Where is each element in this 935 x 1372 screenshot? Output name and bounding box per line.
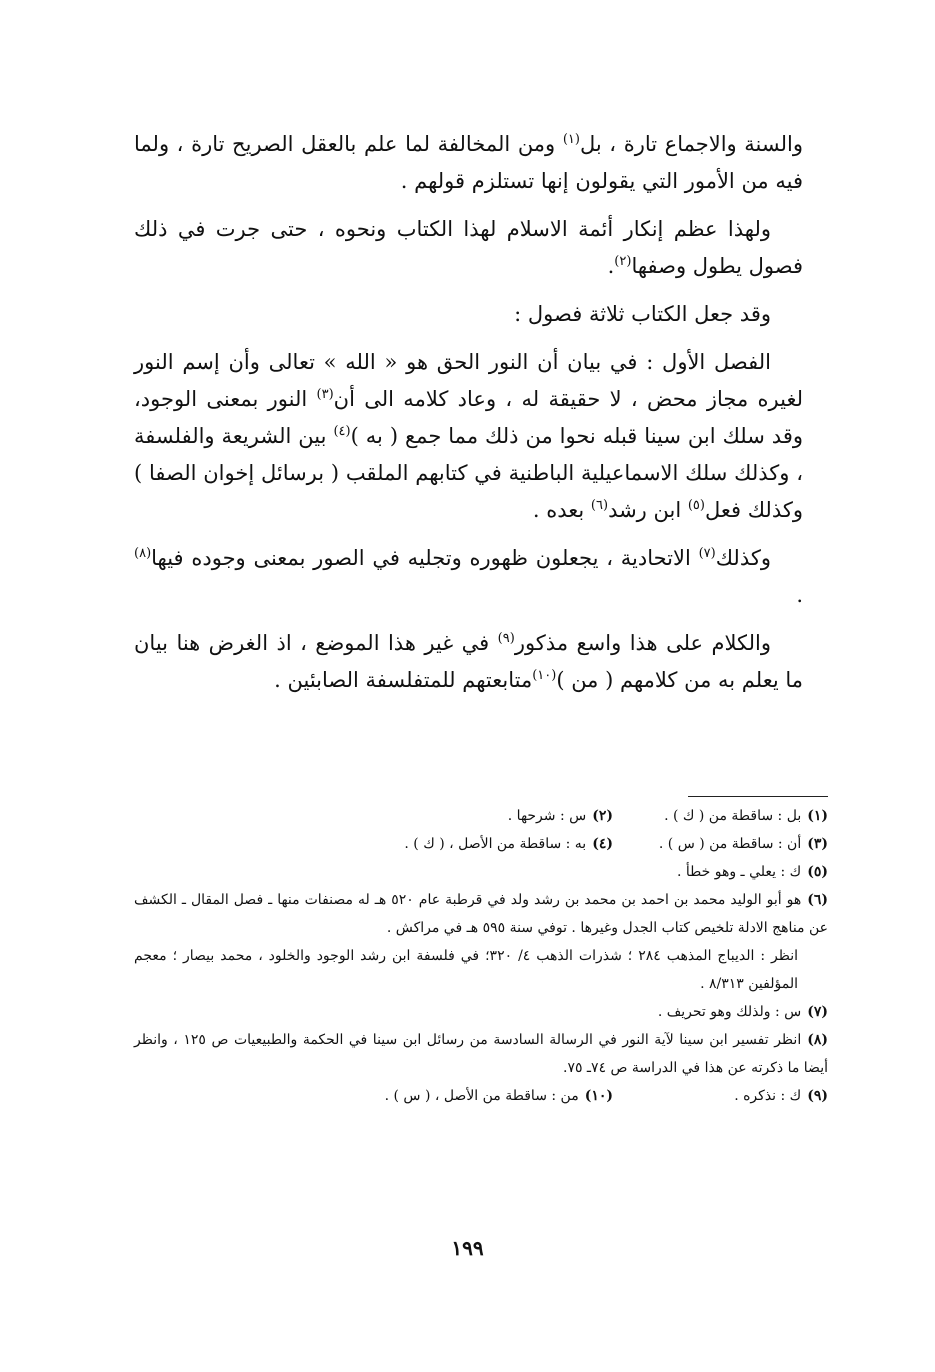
- footnote-text: بل : ساقطة من ( ك ) .: [664, 808, 802, 824]
- footnote-number: (٥): [807, 864, 828, 880]
- footnote-text: أن : ساقطة من ( س ) .: [658, 836, 802, 852]
- footnote-row: [134, 1082, 828, 1110]
- paragraph-3: [134, 296, 803, 333]
- paragraph-6: [134, 625, 803, 699]
- footnote-text: س : شرحها .: [507, 808, 587, 824]
- footnote-ref: (١): [562, 132, 580, 147]
- text-run: في غير هذا الموضع ، اذ الغرض هنا بيان ما يعلم به من كلامهم ( من ): [134, 631, 803, 692]
- footnote-text: ك : نذكره .: [734, 1088, 802, 1104]
- footnote-number: (٢): [592, 808, 613, 824]
- text-run: بعده .: [532, 498, 591, 522]
- footnotes: [134, 802, 828, 1110]
- footnote-ref: (٩): [497, 631, 515, 646]
- text-run: الفصل الأول : في بيان أن النور الحق هو « الله » تعالى وأن إسم النور لغيره مجاز محض ، لا حقيقة له ، وعاد كلامه الى أن: [134, 350, 803, 411]
- paragraph-5: [134, 540, 803, 614]
- footnote-row: [134, 830, 828, 858]
- footnote-9: [613, 1082, 828, 1110]
- footnote-text: به : ساقطة من الأصل ، ( ك ) .: [404, 836, 587, 852]
- footnote-separator: [688, 796, 828, 797]
- footnote-ref: (٣): [316, 387, 334, 402]
- footnote-number: (١): [807, 808, 828, 824]
- footnote-text: انظر تفسير ابن سينا لآية النور في الرسالة السادسة من رسائل ابن سينا في الحكمة والطبيعيات ص ١٢٥ ، وانظر أيضا ما ذكرته عن هذا في الدراسة ص ٧٤ـ ٧٥.: [134, 1032, 828, 1076]
- text-run: ابن رشد: [608, 498, 688, 522]
- page-number: ١٩٩: [451, 1236, 484, 1260]
- footnote-6-references: انظر : الديباج المذهب ٢٨٤ ؛ شذرات الذهب ٤/ ٣٢٠؛ في فلسفة ابن رشد الوجود والخلود ، محمد بيصار ؛ معجم المؤلفين ٨/٣١٣ .: [134, 948, 799, 992]
- footnote-ref: (٦): [590, 498, 609, 513]
- footnote-ref: (٢): [614, 254, 632, 269]
- footnote-4: [398, 830, 613, 858]
- footnote-2: [398, 802, 613, 830]
- text-run: بين الشريعة والفلسفة ، وكذلك سلك الاسماعيلية الباطنية في كتابهم الملقب ( برسائل إخوان الصفا ) وكذلك فعل: [134, 424, 803, 522]
- footnote-number: (٦): [807, 892, 829, 908]
- text-run: ولهذا عظم إنكار أئمة الاسلام لهذا الكتاب ونحوه ، حتى جرت في ذلك فصول يطول وصفها: [134, 217, 803, 278]
- text-run: وكذلك: [715, 546, 771, 570]
- footnote-text: س : ولذلك وهو تحريف .: [657, 1004, 802, 1020]
- text-run: وقد جعل الكتاب ثلاثة فصول :: [514, 302, 771, 326]
- footnote-number: (١٠): [584, 1088, 613, 1104]
- footnote-ref: (٤): [333, 424, 351, 439]
- footnote-ref: (٨): [134, 546, 152, 561]
- text-run: النور بمعنى الوجود، وقد سلك ابن سينا قبله نحوا من ذلك مما جمع ( به ): [134, 387, 803, 448]
- paragraph-1: [134, 126, 803, 200]
- footnote-6: [134, 886, 828, 942]
- footnote-ref: (١٠): [532, 668, 557, 683]
- footnote-text: هو أبو الوليد محمد بن احمد بن محمد بن رشد ولد في قرطبة عام ٥٢٠ هـ له مصنفات منها ـ فصل المقال ـ الكشف عن مناهج الادلة تلخيص كتاب الجدل وغيرها . توفي سنة ٥٩٥ هـ في مراكش .: [134, 892, 828, 936]
- footnote-3: [613, 830, 828, 858]
- footnote-1: [613, 802, 828, 830]
- footnote-text: ك : يعلي ـ وهو خطأ .: [676, 864, 802, 880]
- footnote-ref: (٧): [698, 546, 716, 561]
- text-run: ومن المخالفة لما علم بالعقل الصريح تارة ، ولما فيه من الأمور التي يقولون إنها تستلزم قولهم .: [134, 132, 803, 193]
- footnote-row: [134, 802, 828, 830]
- footnote-8: [134, 1026, 828, 1082]
- text-run: .: [796, 583, 803, 607]
- main-text: [134, 126, 803, 710]
- footnote-7: [134, 998, 828, 1026]
- footnote-ref: (٥): [687, 498, 705, 513]
- text-run: والكلام على هذا واسع مذكور: [514, 631, 771, 655]
- text-run: والسنة والاجماع تارة ، بل: [579, 132, 803, 156]
- text-run: الاتحادية ، يجعلون ظهوره وتجليه في الصور بمعنى وجوده فيها: [151, 546, 699, 570]
- footnote-number: (٩): [807, 1088, 828, 1104]
- footnote-number: (٤): [592, 836, 613, 852]
- footnote-number: (٧): [807, 1004, 828, 1020]
- paragraph-2: [134, 211, 803, 285]
- footnote-10: [384, 1082, 613, 1110]
- footnote-number: (٣): [807, 836, 828, 852]
- footnote-5: [134, 858, 828, 886]
- footnote-number: (٨): [807, 1032, 828, 1048]
- footnote-text: من : ساقطة من الأصل ، ( س ) .: [384, 1088, 579, 1104]
- text-run: متابعتهم للمتفلسفة الصابئين .: [274, 668, 533, 692]
- paragraph-4: [134, 344, 803, 529]
- text-run: .: [607, 254, 615, 278]
